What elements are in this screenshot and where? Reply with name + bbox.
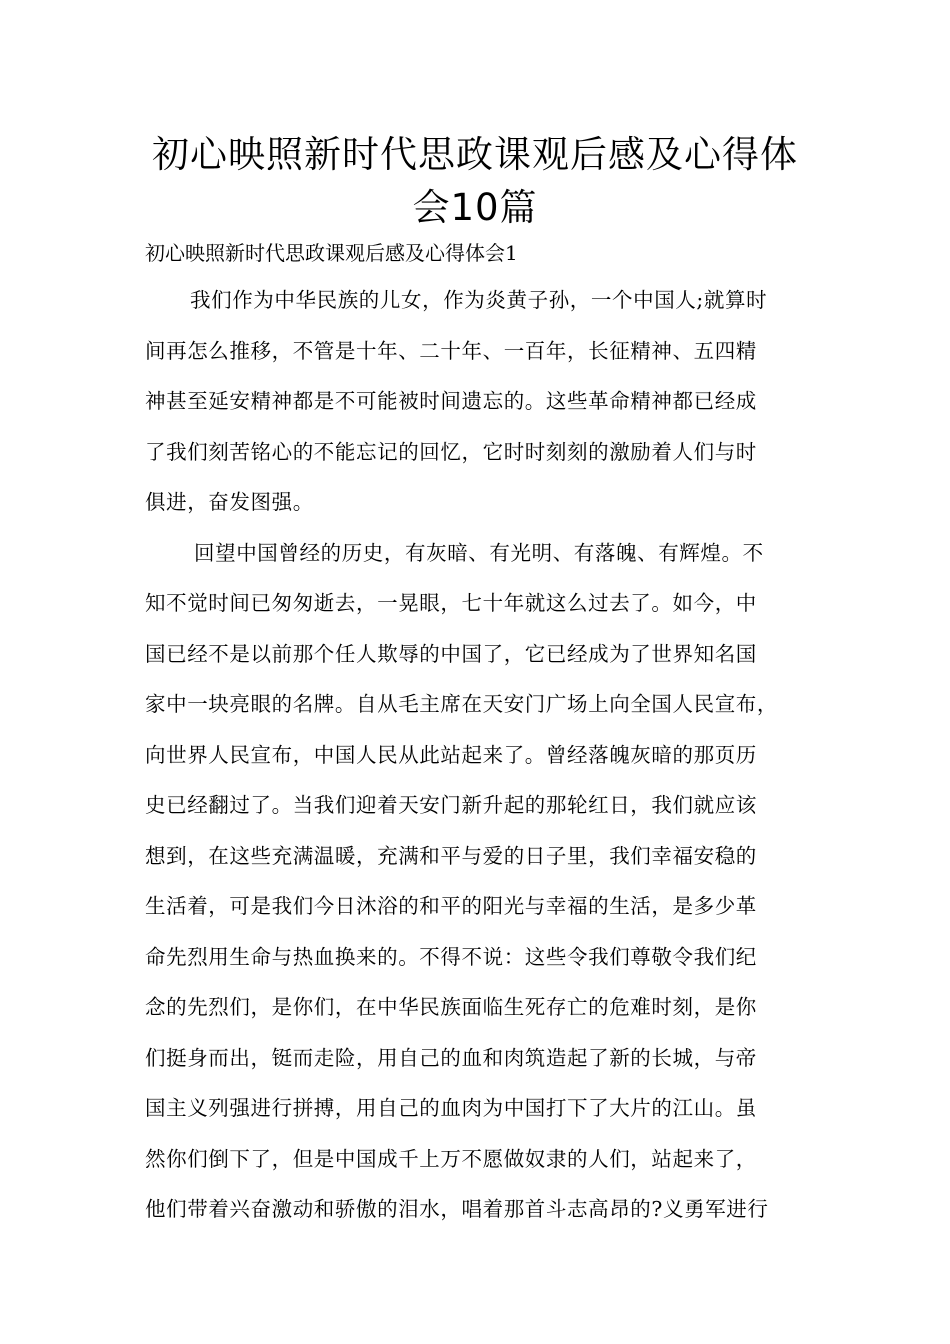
paragraph-line: 俱进，奋发图强。 [145, 490, 314, 514]
paragraph-line: 国已经不是以前那个任人欺辱的中国了，它已经成为了世界知名国 [145, 641, 757, 666]
body-text [145, 285, 835, 1245]
paragraph-line: 史已经翻过了。当我们迎着天安门新升起的那轮红日，我们就应该 [145, 793, 757, 817]
paragraph-1 [145, 285, 835, 538]
paragraph-line: 家中一块亮眼的名牌。自从毛主席在天安门广场上向全国人民宣布， [145, 692, 778, 716]
paragraph-line: 神甚至延安精神都是不可能被时间遗忘的。这些革命精神都已经成 [145, 389, 757, 413]
paragraph-line: 我们作为中华民族的儿女，作为炎黄子孙，一个中国人;就算时 [190, 288, 768, 312]
paragraph-line: 们挺身而出，铤而走险，用自己的血和肉筑造起了新的长城，与帝 [145, 1045, 757, 1070]
title-line-1: 初心映照新时代思政课观后感及心得体 [152, 133, 798, 176]
paragraph-line: 间再怎么推移，不管是十年、二十年、一百年，长征精神、五四精 [145, 338, 757, 363]
paragraph-line: 念的先烈们，是你们，在中华民族面临生死存亡的危难时刻，是你 [145, 995, 757, 1019]
paragraph-line: 回望中国曾经的历史，有灰暗、有光明、有落魄、有辉煌。不 [194, 540, 764, 565]
paragraph-line: 然你们倒下了，但是中国成千上万不愿做奴隶的人们，站起来了， [145, 1146, 757, 1171]
paragraph-line: 他们带着兴奋激动和骄傲的泪水，唱着那首斗志高昂的?义勇军进行 [145, 1197, 769, 1221]
paragraph-line: 生活着，可是我们今日沐浴的和平的阳光与幸福的生活，是多少革 [145, 894, 757, 918]
paragraph-2 [145, 538, 835, 1245]
paragraph-line: 向世界人民宣布，中国人民从此站起来了。曾经落魄灰暗的那页历 [145, 742, 757, 767]
title-line-2: 会10篇 [412, 186, 538, 229]
section-heading: 初心映照新时代思政课观后感及心得体会1 [145, 241, 518, 265]
paragraph-line: 命先烈用生命与热血换来的。不得不说：这些令我们尊敬令我们纪 [145, 944, 757, 969]
paragraph-line: 想到，在这些充满温暖，充满和平与爱的日子里，我们幸福安稳的 [145, 843, 757, 868]
paragraph-line: 了我们刻苦铭心的不能忘记的回忆，它时时刻刻的激励着人们与时 [145, 439, 757, 464]
paragraph-line: 知不觉时间已匆匆逝去，一晃眼，七十年就这么过去了。如今，中 [145, 591, 757, 615]
document-title [130, 128, 820, 234]
paragraph-line: 国主义列强进行拼搏，用自己的血肉为中国打下了大片的江山。虽 [145, 1096, 757, 1120]
